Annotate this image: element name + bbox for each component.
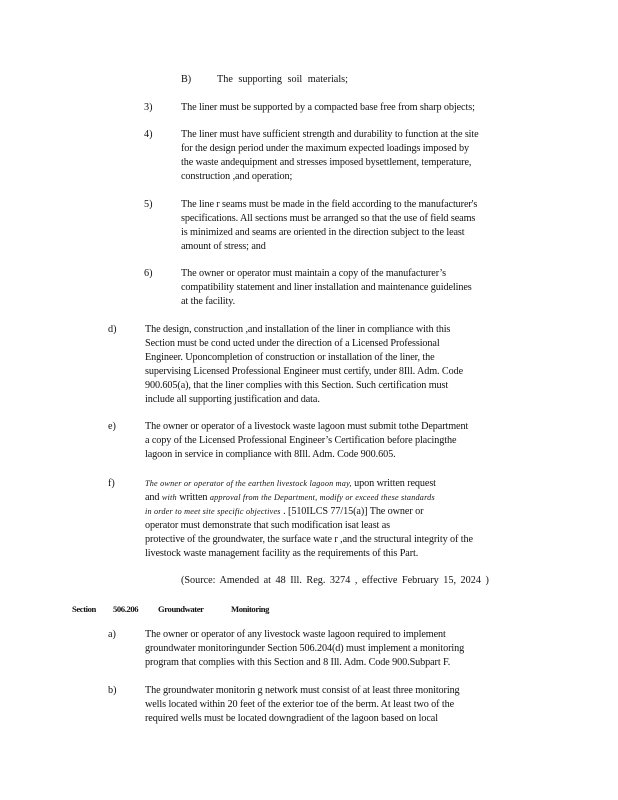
item-label: f) bbox=[108, 478, 115, 489]
text-line: is minimized and seams are oriented in the direction subject to the least bbox=[181, 227, 465, 238]
item-label: d) bbox=[108, 324, 117, 335]
item-label: a) bbox=[108, 629, 116, 640]
plain-text: upon written request bbox=[351, 478, 436, 489]
item-paragraph bbox=[181, 267, 472, 309]
section-label: Section bbox=[72, 604, 96, 614]
plain-text: . [510ILCS 77/15(a)] The owner or bbox=[280, 506, 424, 517]
text-line: The groundwater monitorin g network must consist of at least three monitoring bbox=[145, 685, 460, 696]
text-line: a copy of the Licensed Professional Engineer’s Certification before placingthe bbox=[145, 435, 457, 446]
item-label: 6) bbox=[144, 268, 153, 279]
section-title-word: Monitoring bbox=[231, 604, 270, 614]
item-label: b) bbox=[108, 685, 117, 696]
item-paragraph bbox=[145, 323, 463, 407]
item-paragraph bbox=[181, 198, 477, 254]
item-paragraph bbox=[181, 101, 475, 115]
text-line: wells located within 20 feet of the exterior toe of the berm. At least two of the bbox=[145, 699, 455, 710]
text-line: construction ,and operation; bbox=[181, 171, 293, 182]
section-number: 506.206 bbox=[113, 604, 139, 614]
text-line bbox=[145, 477, 473, 491]
text-line: at the facility. bbox=[181, 296, 236, 307]
item-label: 3) bbox=[144, 102, 153, 113]
source-note: (Source: Amended at 48 Ill. Reg. 3274 , effective February 15, 2024 ) bbox=[181, 575, 489, 586]
item-paragraph bbox=[145, 420, 468, 462]
text-line: specifications. All sections must be arranged so that the use of field seams bbox=[181, 213, 476, 224]
text-line: for the design period under the maximum expected loadings imposed by bbox=[181, 143, 470, 154]
text-line: Engineer. Uponcompletion of construction or installation of the liner, the bbox=[145, 352, 435, 363]
text-line: The owner or operator of any livestock waste lagoon required to implement bbox=[145, 629, 446, 640]
text-line: 900.605(a), that the liner complies with this Section. Such certification must bbox=[145, 380, 449, 391]
item-paragraph bbox=[145, 628, 464, 670]
text-line: The liner must be supported by a compacted base free from sharp objects; bbox=[181, 102, 475, 113]
text-line: supervising Licensed Professional Engineer must certify, under 8Ill. Adm. Code bbox=[145, 366, 464, 377]
text-line bbox=[145, 491, 473, 505]
text-line: Section must be cond ucted under the direction of a Licensed Professional bbox=[145, 338, 440, 349]
text-line: The line r seams must be made in the field according to the manufacturer's bbox=[181, 199, 478, 210]
text-line: compatibility statement and liner installation and maintenance guidelines bbox=[181, 282, 472, 293]
text-line: operator must demonstrate that such modification isat least as bbox=[145, 520, 391, 531]
italic-text: The owner or operator of the earthen livestock lagoon may, bbox=[145, 479, 352, 488]
text-line: The owner or operator of a livestock waste lagoon must submit tothe Department bbox=[145, 421, 469, 432]
item-label: 5) bbox=[144, 199, 153, 210]
plain-text: written bbox=[176, 492, 210, 503]
text-line: groundwater monitoringunder Section 506.204(d) must implement a monitoring bbox=[145, 643, 465, 654]
text-line: lagoon in service in compliance with 8Ill. Adm. Code 900.605. bbox=[145, 449, 396, 460]
text-line: The liner must have sufficient strength and durability to function at the site bbox=[181, 129, 479, 140]
section-title-word: Groundwater bbox=[158, 604, 204, 614]
text-line: protective of the groundwater, the surface wate r ,and the structural integrity of the bbox=[145, 534, 473, 545]
item-label: 4) bbox=[144, 129, 153, 140]
text-line: amount of stress; and bbox=[181, 241, 266, 252]
item-paragraph bbox=[181, 128, 479, 184]
text-line: the waste andequipment and stresses imposed bysettlement, temperature, bbox=[181, 157, 472, 168]
italic-text: in order to meet site specific objectives bbox=[145, 507, 281, 516]
plain-text: and bbox=[145, 492, 162, 503]
item-paragraph bbox=[145, 477, 473, 561]
item-label: B) bbox=[181, 74, 192, 85]
italic-text: with bbox=[161, 493, 177, 502]
item-text: The supporting soil materials; bbox=[217, 74, 348, 85]
text-line: livestock waste management facility as the requirements of this Part. bbox=[145, 548, 419, 559]
text-line: required wells must be located downgradient of the lagoon based on local bbox=[145, 713, 438, 724]
text-line: The design, construction ,and installation of the liner in compliance with this bbox=[145, 324, 451, 335]
item-label: e) bbox=[108, 421, 116, 432]
text-line: The owner or operator must maintain a copy of the manufacturer’s bbox=[181, 268, 446, 279]
item-paragraph bbox=[145, 684, 460, 726]
text-line bbox=[145, 505, 473, 519]
text-line: include all supporting justification and data. bbox=[145, 394, 320, 405]
italic-text: approval from the Department, modify or exceed these standards bbox=[209, 493, 435, 502]
text-line: program that complies with this Section and 8 Ill. Adm. Code 900.Subpart F. bbox=[145, 657, 451, 668]
